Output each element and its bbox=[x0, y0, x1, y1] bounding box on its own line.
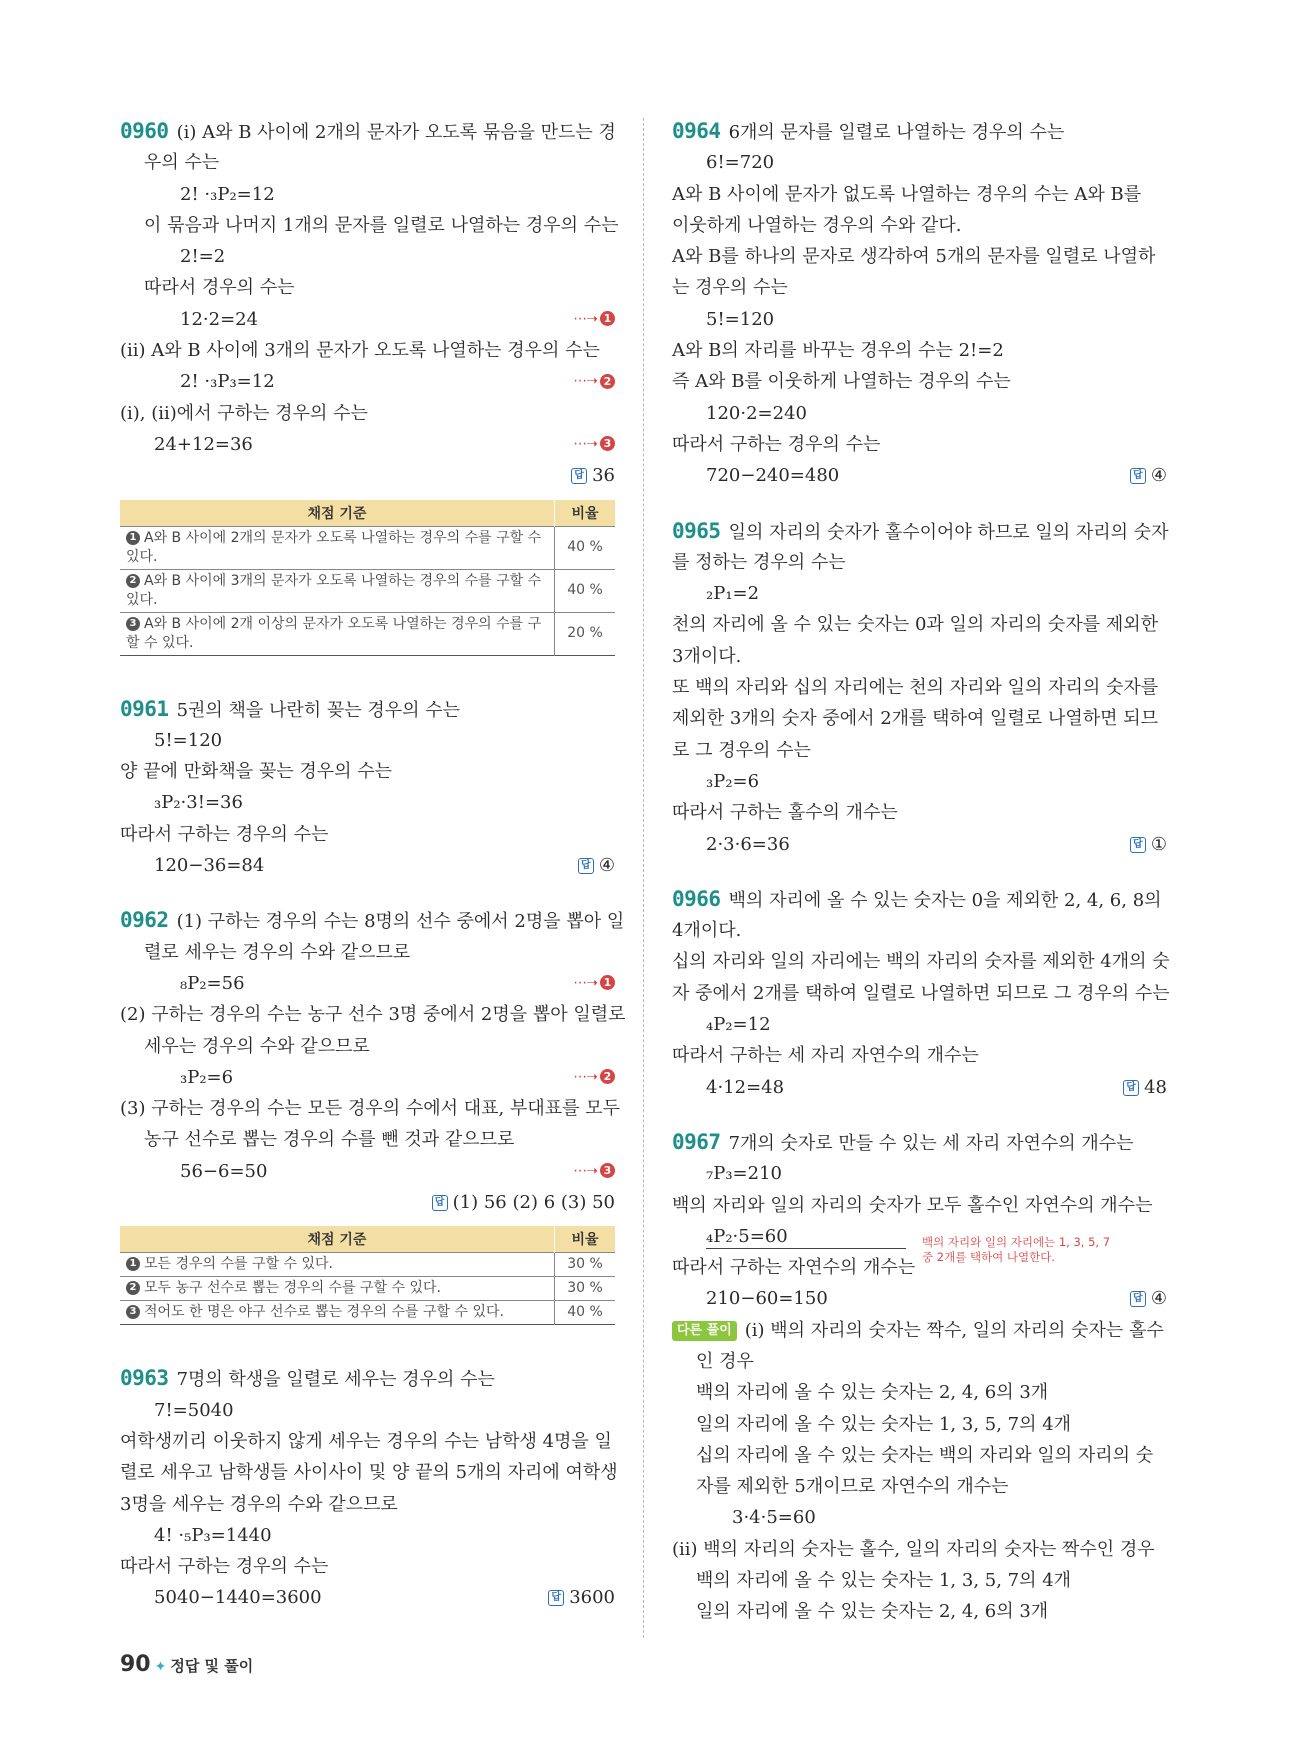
table-row: 3 적어도 한 명은 야구 선수로 뽑는 경우의 수를 구할 수 있다. 40 % bbox=[120, 1301, 615, 1325]
formula-line: ₈P₂=56 ⋯➝ 1 bbox=[120, 968, 615, 999]
text-line: 3개이다. bbox=[672, 645, 742, 667]
formula-line: ₄P₂=12 bbox=[706, 1014, 771, 1036]
step-marker-2: ⋯➝ 2 bbox=[573, 1062, 615, 1093]
step-marker-3: ⋯➝ 3 bbox=[573, 1156, 615, 1187]
text-line: 따라서 구하는 경우의 수는 bbox=[672, 433, 881, 455]
text-line: 자를 제외한 5개이므로 자연수의 개수는 bbox=[696, 1476, 1009, 1498]
text-line: (ⅱ) 백의 자리의 숫자는 홀수, 일의 자리의 숫자는 짝수인 경우 bbox=[672, 1538, 1155, 1560]
step-number-icon: 1 bbox=[126, 531, 140, 545]
text-line: 백의 자리와 일의 자리의 숫자가 모두 홀수인 자연수의 개수는 bbox=[672, 1194, 1153, 1216]
text-line: 이 묶음과 나머지 1개의 문자를 일렬로 나열하는 경우의 수는 bbox=[144, 214, 619, 236]
table-header: 채점 기준 bbox=[120, 1226, 555, 1253]
formula-line: 120·2=240 bbox=[706, 402, 807, 424]
problem-number: 0967 bbox=[672, 1129, 721, 1154]
formula-line: 56−6=50 ⋯➝ 3 bbox=[120, 1156, 615, 1187]
problem-number: 0962 bbox=[120, 908, 169, 933]
step-number-icon: 3 bbox=[126, 617, 140, 631]
formula-line: 5!=120 bbox=[154, 729, 223, 751]
text-line: 인 경우 bbox=[696, 1350, 754, 1372]
formula-line: ₇P₃=210 bbox=[706, 1163, 782, 1185]
text-line: 양 끝에 만화책을 꽂는 경우의 수는 bbox=[120, 761, 393, 783]
text-line: 세우는 경우의 수와 같으므로 bbox=[144, 1035, 370, 1057]
answer-box-icon: 답 bbox=[578, 858, 594, 874]
formula-line: 7!=5040 bbox=[154, 1399, 234, 1421]
table-row: 3 A와 B 사이에 2개 이상의 문자가 오도록 나열하는 경우의 수를 구할 수 있다. 20 % bbox=[120, 612, 615, 655]
text-line: 따라서 구하는 경우의 수는 bbox=[120, 823, 329, 845]
left-column bbox=[120, 116, 626, 1614]
text-line: A와 B 사이에 문자가 없도록 나열하는 경우의 수는 A와 B를 bbox=[672, 183, 1142, 205]
text-line: 따라서 구하는 홀수의 개수는 bbox=[672, 802, 898, 824]
formula-line: ₄P₂·5=60 백의 자리와 일의 자리에는 1, 3, 5, 7 중 2개를 택하여 나열한다. bbox=[706, 1225, 1111, 1264]
answer-box-icon: 답 bbox=[571, 468, 587, 484]
formula-line: 2! ·₃P₂=12 bbox=[180, 183, 275, 205]
text-line: 3명을 세우는 경우의 수와 같으므로 bbox=[120, 1493, 398, 1515]
formula-line: 5!=120 bbox=[706, 308, 775, 330]
underline-connector bbox=[706, 1248, 906, 1249]
problem-0961-first-line: 0961 5권의 책을 나란히 꽂는 경우의 수는 bbox=[120, 696, 461, 721]
text-line: 4개이다. bbox=[672, 920, 742, 942]
answer: 답 ④ bbox=[1130, 1283, 1167, 1314]
step-marker-1: ⋯➝ 1 bbox=[573, 968, 615, 999]
text-line: 렬로 세우는 경우의 수와 같으므로 bbox=[144, 941, 411, 963]
table-header: 채점 기준 bbox=[120, 500, 555, 527]
scoring-table-0960 bbox=[120, 500, 615, 656]
table-header: 비율 bbox=[555, 500, 616, 527]
problem-number: 0965 bbox=[672, 518, 721, 543]
text-line: 백의 자리에 올 수 있는 숫자는 1, 3, 5, 7의 4개 bbox=[696, 1570, 1072, 1592]
scoring-table-0962 bbox=[120, 1226, 615, 1325]
answer-line bbox=[120, 1187, 615, 1218]
table-row: 2 A와 B 사이에 3개의 문자가 오도록 나열하는 경우의 수를 구할 수 있다. 40 % bbox=[120, 569, 615, 612]
page-footer bbox=[120, 1652, 253, 1677]
formula-line: 3·4·5=60 bbox=[732, 1507, 816, 1529]
formula-line: 6!=720 bbox=[706, 152, 775, 174]
step-marker-2: ⋯➝ 2 bbox=[573, 366, 615, 397]
answer: 답 48 bbox=[1123, 1072, 1167, 1103]
text-line: 십의 자리와 일의 자리에는 백의 자리의 숫자를 제외한 4개의 숫 bbox=[672, 951, 1170, 973]
alt-solution-first-line: 다른 풀이 (ⅰ) 백의 자리의 숫자는 짝수, 일의 자리의 숫자는 홀수 bbox=[672, 1315, 1167, 1346]
answer-line bbox=[120, 460, 615, 491]
text-line: 따라서 구하는 경우의 수는 bbox=[120, 1556, 329, 1578]
text-line: 십의 자리에 올 수 있는 숫자는 백의 자리와 일의 자리의 숫 bbox=[696, 1444, 1154, 1466]
problem-0964-first-line: 0964 6개의 문자를 일렬로 나열하는 경우의 수는 bbox=[672, 119, 1065, 143]
problem-number: 0966 bbox=[672, 886, 721, 911]
step-number-icon: 2 bbox=[126, 574, 140, 588]
text-line: 우의 수는 bbox=[144, 152, 220, 174]
problem-0967-first-line: 0967 7개의 숫자로 만들 수 있는 세 자리 자연수의 개수는 bbox=[672, 1129, 1134, 1154]
problem-0965-first-line: 0965 일의 자리의 숫자가 홀수이어야 하므로 일의 자리의 숫자 bbox=[672, 518, 1169, 543]
problem-0962-first-line: 0962 (1) 구하는 경우의 수는 8명의 선수 중에서 2명을 뽑아 일 bbox=[120, 908, 625, 933]
problem-0960-first-line: 0960 (ⅰ) A와 B 사이에 2개의 문자가 오도록 묶음을 만드는 경 bbox=[120, 119, 616, 143]
text-line: 는 경우의 수는 bbox=[672, 277, 788, 299]
formula-line: 5040−1440=3600 답 3600 bbox=[120, 1582, 615, 1613]
text-line: 백의 자리에 올 수 있는 숫자는 2, 4, 6의 3개 bbox=[696, 1382, 1049, 1404]
problem-number: 0963 bbox=[120, 1366, 169, 1391]
table-row: 1 A와 B 사이에 2개의 문자가 오도록 나열하는 경우의 수를 구할 수 있다. 40 % bbox=[120, 526, 615, 569]
table-row: 2 모두 농구 선수로 뽑는 경우의 수를 구할 수 있다. 30 % bbox=[120, 1277, 615, 1301]
table-row: 1 모든 경우의 수를 구할 수 있다. 30 % bbox=[120, 1253, 615, 1277]
formula-line: 720−240=480 답 ④ bbox=[672, 460, 1167, 491]
text-line: 로 그 경우의 수는 bbox=[672, 739, 811, 761]
problem-number: 0960 bbox=[120, 119, 169, 143]
text-line: 렬로 세우고 남학생들 사이사이 및 양 끝의 5개의 자리에 여학생 bbox=[120, 1462, 618, 1484]
formula-line: 120−36=84 답 ④ bbox=[120, 850, 615, 881]
answer-box-icon: 답 bbox=[1123, 1080, 1139, 1096]
step-marker-1: ⋯➝ 1 bbox=[573, 304, 615, 335]
page-number: 90 bbox=[120, 1652, 151, 1677]
text-line: 즉 A와 B를 이웃하게 나열하는 경우의 수는 bbox=[672, 371, 1011, 393]
text-line: 농구 선수로 뽑는 경우의 수를 뺀 것과 같으므로 bbox=[144, 1129, 515, 1151]
step-number-icon: 3 bbox=[126, 1305, 140, 1319]
answer: 답 3600 bbox=[548, 1582, 615, 1613]
formula-line: 2!=2 bbox=[180, 246, 226, 268]
table-header: 비율 bbox=[555, 1226, 616, 1253]
text-line: 자 중에서 2개를 택하여 일렬로 나열하면 되므로 그 경우의 수는 bbox=[672, 982, 1170, 1004]
text-line: A와 B를 하나의 문자로 생각하여 5개의 문자를 일렬로 나열하 bbox=[672, 246, 1156, 268]
formula-line: 24+12=36 ⋯➝ 3 bbox=[120, 429, 615, 460]
text-line: (ⅰ), (ⅱ)에서 구하는 경우의 수는 bbox=[120, 402, 368, 424]
text-line: 이웃하게 나열하는 경우의 수와 같다. bbox=[672, 214, 962, 236]
answer: 답 ① bbox=[1130, 829, 1167, 860]
section-title: 정답 및 풀이 bbox=[170, 1657, 254, 1675]
formula-line: 4·12=48 답 48 bbox=[672, 1072, 1167, 1103]
formula-line: ₃P₂·3!=36 bbox=[154, 792, 243, 814]
text-line: 를 정하는 경우의 수는 bbox=[672, 551, 846, 573]
answer: 답 36 bbox=[571, 460, 615, 491]
formula-line: 12·2=24 ⋯➝ 1 bbox=[120, 304, 615, 335]
problem-0963-first-line: 0963 7명의 학생을 일렬로 세우는 경우의 수는 bbox=[120, 1366, 495, 1391]
answer-box-icon: 답 bbox=[1130, 1291, 1146, 1307]
problem-0966-first-line: 0966 백의 자리에 올 수 있는 숫자는 0을 제외한 2, 4, 6, 8의 bbox=[672, 886, 1162, 911]
answer-box-icon: 답 bbox=[1130, 468, 1146, 484]
margin-note: 백의 자리와 일의 자리에는 1, 3, 5, 7 중 2개를 택하여 나열한다. bbox=[922, 1234, 1111, 1264]
formula-line: 2! ·₃P₃=12 ⋯➝ 2 bbox=[120, 366, 615, 397]
text-line: 또 백의 자리와 십의 자리에는 천의 자리와 일의 자리의 숫자를 bbox=[672, 677, 1159, 699]
formula-line: ₂P₁=2 bbox=[706, 583, 760, 605]
step-number-icon: 1 bbox=[126, 1257, 140, 1271]
answer: 답 (1) 56 (2) 6 (3) 50 bbox=[432, 1187, 615, 1218]
formula-line: 2·3·6=36 답 ① bbox=[672, 829, 1167, 860]
text-line: (3) 구하는 경우의 수는 모든 경우의 수에서 대표, 부대표를 모두 bbox=[120, 1098, 621, 1120]
step-number-icon: 2 bbox=[126, 1281, 140, 1295]
answer-box-icon: 답 bbox=[432, 1195, 448, 1211]
formula-line: 210−60=150 답 ④ bbox=[672, 1283, 1167, 1314]
text-line: A와 B의 자리를 바꾸는 경우의 수는 2!=2 bbox=[672, 340, 1004, 362]
answer: 답 ④ bbox=[578, 850, 615, 881]
formula-line: 4! ·₅P₃=1440 bbox=[154, 1524, 272, 1546]
problem-number: 0964 bbox=[672, 119, 721, 143]
text-line: 여학생끼리 이웃하지 않게 세우는 경우의 수는 남학생 4명을 일 bbox=[120, 1430, 612, 1452]
text-line: 따라서 경우의 수는 bbox=[144, 277, 295, 299]
text-line: 제외한 3개의 숫자 중에서 2개를 택하여 일렬로 나열하면 되므 bbox=[672, 708, 1158, 730]
text-line: (ⅱ) A와 B 사이에 3개의 문자가 오도록 나열하는 경우의 수는 bbox=[120, 340, 600, 362]
text-line: (2) 구하는 경우의 수는 농구 선수 3명 중에서 2명을 뽑아 일렬로 bbox=[120, 1004, 626, 1026]
answer-box-icon: 답 bbox=[1130, 837, 1146, 853]
formula-line: ₃P₂=6 ⋯➝ 2 bbox=[120, 1062, 615, 1093]
text-line: 일의 자리에 올 수 있는 숫자는 2, 4, 6의 3개 bbox=[696, 1601, 1049, 1623]
column-divider bbox=[643, 118, 644, 1638]
formula-line: ₃P₂=6 bbox=[706, 770, 760, 792]
alt-solution-badge: 다른 풀이 bbox=[672, 1321, 737, 1341]
text-line: 따라서 구하는 자연수의 개수는 bbox=[672, 1257, 916, 1279]
problem-number: 0961 bbox=[120, 696, 169, 721]
answer: 답 ④ bbox=[1130, 460, 1167, 491]
answer-box-icon: 답 bbox=[548, 1590, 564, 1606]
text-line: 따라서 구하는 세 자리 자연수의 개수는 bbox=[672, 1045, 979, 1067]
right-column bbox=[672, 116, 1170, 1628]
text-line: 천의 자리에 올 수 있는 숫자는 0과 일의 자리의 숫자를 제외한 bbox=[672, 614, 1158, 636]
plus-icon: ✦ bbox=[154, 1659, 167, 1675]
text-line: 일의 자리에 올 수 있는 숫자는 1, 3, 5, 7의 4개 bbox=[696, 1413, 1072, 1435]
step-marker-3: ⋯➝ 3 bbox=[573, 429, 615, 460]
